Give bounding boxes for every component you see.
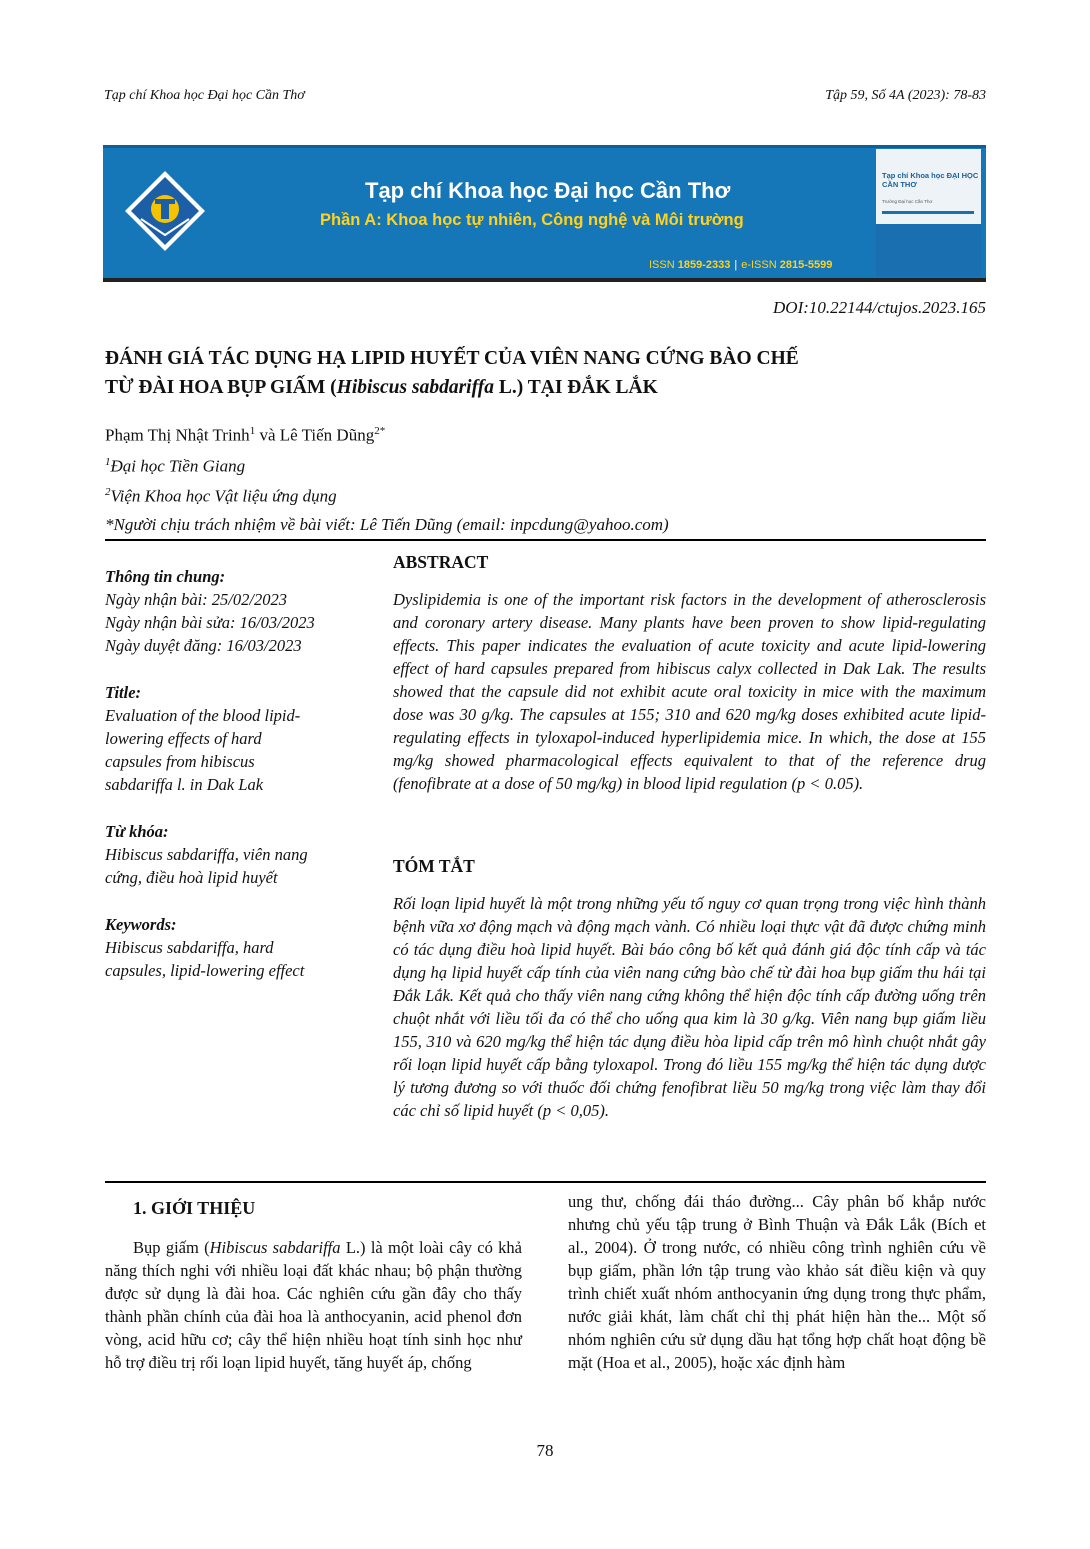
journal-banner xyxy=(103,145,986,282)
tomtat-text: Rối loạn lipid huyết là một trong những yếu tố nguy cơ quan trọng trong việc hình thành bệnh vữa xơ động mạch và động mạch vành. Có nhiều loại thực vật đã được chứng minh có tác dụng điều hoà lipid huyết. Bài báo công bố kết quả đánh giá độc tính cấp và tác dụng hạ lipid huyết cấp tính của viên nang cứng bào chế từ đài hoa bụp giấm thu hái tại Đắk Lắk. Kết quả cho thấy viên nang cứng không thể hiện độc tính cấp đường uống trên chuột nhắt với liều tối đa có thể cho uống qua kim là 30 g/kg. Viên nang bụp giấm liều 155, 310 và 620 mg/kg thể hiện tác dụng điều hòa lipid cấp trên mô hình chuột nhắt gây rối loạn lipid huyết cấp bằng tyloxapol. Trong đó liều 155 mg/kg thể hiện tác dụng dược lý tương đương so với thuốc đối chứng fenofibrat liều 50 mg/kg trong việc làm thay đổi các chỉ số lipid huyết (p < 0,05). xyxy=(393,894,986,1120)
authors: Phạm Thị Nhật Trinh$^1$ và Lê Tiến Dũng$^{2*}$ xyxy=(105,425,386,445)
cover-title: Tạp chí Khoa học ĐẠI HỌC CẦN THƠ xyxy=(882,171,979,189)
received-date: Ngày nhận bài: 25/02/2023 xyxy=(105,590,287,609)
journal-cover-thumbnail xyxy=(876,149,981,276)
article-title xyxy=(105,344,985,402)
author-2: Lê Tiến Dũng xyxy=(279,425,375,445)
title-line-2: TỪ ĐÀI HOA BỤP GIẤM (Hibiscus sabdariffa L.) TẠI ĐẮK LẮK xyxy=(105,377,658,398)
tukhoa-line: Hibiscus sabdariffa, viên nang xyxy=(105,845,308,864)
banner-bottom-bar xyxy=(103,278,986,282)
english-title-line: sabdariffa l. in Dak Lak xyxy=(105,775,264,794)
keywords-heading: Keywords: xyxy=(105,915,177,934)
banner-top-bar xyxy=(103,145,986,148)
keywords-line: Hibiscus sabdariffa, hard xyxy=(105,938,274,957)
divider-top xyxy=(105,539,986,541)
intro-paragraph-right: ung thư, chống đái tháo đường... Cây phân bố khắp nước nhưng chủ yếu tập trung ở Bình Thuận và Đắk Lắk (Bích et al., 2004). Ở trong nước, có nhiều công trình nghiên cứu về bụp giấm, phần lớn tập trung vào khảo sát điều kiện và quy trình chiết xuất nhóm anthocyanin ứng dụng trong thực phẩm, nước giải khát, làm chất chỉ thị phát hiện hàn the... Một số nhóm nghiên cứu sử dụng dầu hạt tổng hợp chất hoạt động bề mặt (Hoa et al., 2005), hoặc xác định hàm xyxy=(568,1192,986,1372)
banner-title: Tạp chí Khoa học Đại học Cần Thơ xyxy=(365,178,731,203)
abstract-text: Dyslipidemia is one of the important risk factors in the development of atherosclerosis and coronary artery disease. Many plants have been proven to show lipid-regulating effects. This paper indicates the evaluation of acute toxicity and acute lipid-lowering effect of hard capsules prepared from hibiscus calyx collected in Dak Lak. The results showed that the capsule did not exhibit acute oral toxicity in mice with the maximum dose was 30 g/kg. The capsules at 155; 310 and 620 mg/kg doses exhibited acute lipid-regulating effects in tyloxapol-induced hyperlipidemia mice. In which, the dose at 155 mg/kg showed pharmacological effects equivalent to that of the reference drug (fenofibrate at a dose of 50 mg/kg) in blood lipid regulation (p < 0.05). xyxy=(393,590,986,793)
eissn-value: 2815-5599 xyxy=(779,259,833,271)
tukhoa-line: cứng, điều hoà lipid huyết xyxy=(105,868,278,887)
page-number: 78 xyxy=(536,1441,554,1460)
divider-bottom xyxy=(105,1181,986,1183)
title-heading: Title: xyxy=(105,683,142,702)
doi: DOI:10.22144/ctujos.2023.165 xyxy=(773,298,986,317)
eissn-label: e-ISSN xyxy=(741,259,777,271)
tukhoa-heading: Từ khóa: xyxy=(105,822,169,841)
affiliation-2: $^2$Viện Khoa học Vật liệu ứng dụng xyxy=(105,486,337,506)
university-logo xyxy=(123,169,207,253)
english-title-line: Evaluation of the blood lipid- xyxy=(105,706,301,725)
abstract-heading: ABSTRACT xyxy=(393,552,489,572)
running-header-volume: Tập 59, Số 4A (2023): 78-83 xyxy=(825,88,986,103)
issn-value: 1859-2333 xyxy=(677,259,731,271)
issn-label: ISSN xyxy=(649,259,675,271)
intro-paragraph-left: Bụp giấm (Hibiscus sabdariffa L.) là một loài cây có khả năng thích nghi với nhiều loại đất khác nhau; bộ phận thường được sử dụng là đài hoa. Các nghiên cứu gần đây cho thấy thành phần chính của đài hoa là anthocyanin, acid phenol đơn vòng, acid hữu cơ; cây thể hiện nhiều hoạt tính sinh học như hỗ trợ điều trị rối loạn lipid huyết, tăng huyết áp, chống xyxy=(105,1238,522,1372)
article-info xyxy=(105,565,370,982)
title-line-1: ĐÁNH GIÁ TÁC DỤNG HẠ LIPID HUYẾT CỦA VIÊN NANG CỨNG BÀO CHẾ xyxy=(105,348,799,369)
english-title-line: capsules from hibiscus xyxy=(105,752,255,771)
corresponding-author: *Người chịu trách nhiệm về bài viết: Lê Tiến Dũng (email: inpcdung@yahoo.com) xyxy=(105,515,669,534)
intro-heading: 1. GIỚI THIỆU xyxy=(133,1198,256,1218)
author-1: Phạm Thị Nhật Trinh xyxy=(105,425,250,445)
revised-date: Ngày nhận bài sửa: 16/03/2023 xyxy=(105,613,315,632)
affiliation-1: $^1$Đại học Tiền Giang xyxy=(105,456,246,476)
banner-issn: ISSN 1859-2333 | e-ISSN 2815-5599 xyxy=(649,259,833,271)
running-header-journal: Tạp chí Khoa học Đại học Cần Thơ xyxy=(104,88,305,103)
keywords-line: capsules, lipid-lowering effect xyxy=(105,961,305,980)
english-title-line: lowering effects of hard xyxy=(105,729,262,748)
info-heading: Thông tin chung: xyxy=(105,567,226,586)
cover-subtitle: Trường Đại học Cần Thơ xyxy=(882,199,933,204)
banner-subtitle: Phần A: Khoa học tự nhiên, Công nghệ và Môi trường xyxy=(320,211,744,229)
tomtat-heading: TÓM TẮT xyxy=(393,856,475,876)
accepted-date: Ngày duyệt đăng: 16/03/2023 xyxy=(105,636,302,655)
